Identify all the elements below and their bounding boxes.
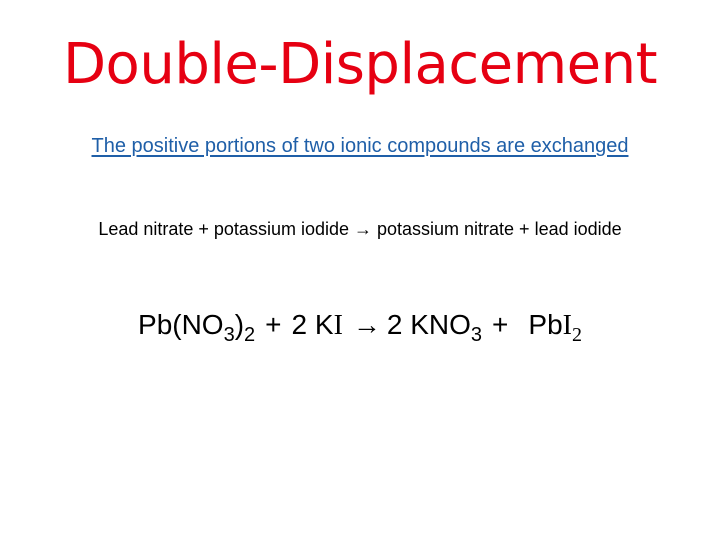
chemical-equation — [0, 303, 720, 348]
reaction-arrow: → — [352, 309, 381, 340]
product-pbi2-base: Pb — [528, 309, 563, 340]
product-lead-iodide — [528, 309, 582, 346]
reactant-potassium-iodide — [292, 309, 343, 340]
reactant-lead-nitrate-close: ) — [234, 309, 245, 340]
product-kno3-base: 2 KNO — [386, 309, 471, 340]
product-kno3-sub: 3 — [470, 324, 483, 346]
reactant-ki-iodide: I — [333, 310, 343, 341]
plus-sign-2: + — [492, 309, 509, 340]
reactant-lead-nitrate-base: Pb(NO — [138, 309, 224, 340]
product-pbi2-iodide: I — [562, 310, 572, 341]
reactant-lead-nitrate — [138, 309, 256, 346]
slide-subtitle: The positive portions of two ionic compounds are exchanged — [91, 135, 629, 157]
slide-title: Double-Displacement — [62, 32, 658, 97]
reactant-lead-nitrate-sub-inner: 3 — [223, 324, 235, 346]
product-pbi2-sub: 2 — [571, 324, 582, 346]
plus-sign-1: + — [265, 309, 282, 340]
reactant-lead-nitrate-sub-outer: 2 — [244, 324, 256, 346]
word-equation: Lead nitrate + potassium iodide → potassium nitrate + lead iodide — [98, 219, 622, 239]
reactant-ki-coef: 2 K — [291, 309, 334, 340]
product-potassium-nitrate — [386, 309, 483, 346]
